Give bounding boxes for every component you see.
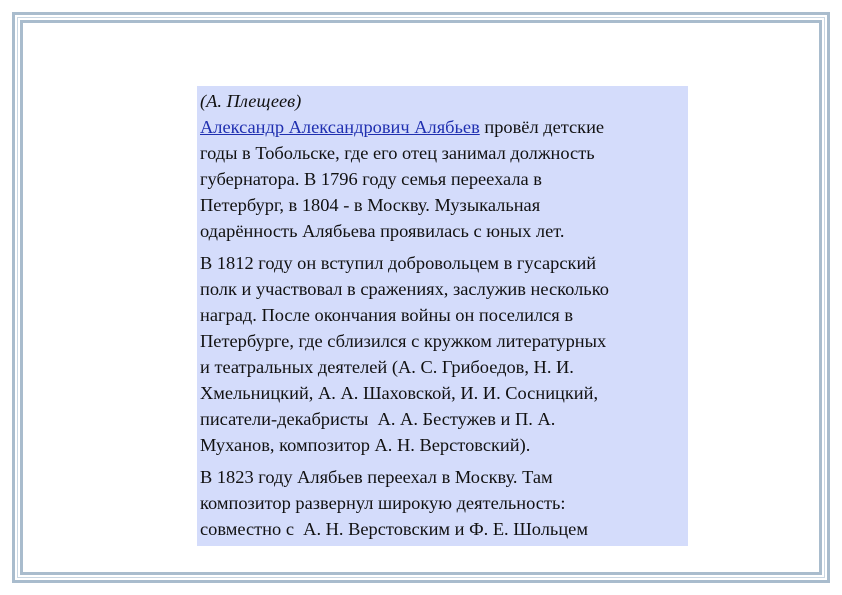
paragraph-line: писатели-декабристы А. А. Бестужев и П. А.: [200, 409, 556, 429]
paragraph-text: провёл детские: [479, 117, 605, 137]
paragraph-line: В 1823 году Алябьев переехал в Москву. Там: [200, 467, 553, 487]
paragraph-line: Петербург, в 1804 - в Москву. Музыкальная: [200, 195, 541, 215]
paragraph-line: одарённость Алябьева проявилась с юных лет.: [200, 221, 565, 241]
paragraph-line: годы в Тобольске, где его отец занимал должность: [200, 143, 595, 163]
author-credit: (А. Плещеев): [200, 91, 302, 111]
paragraph-line: [200, 114, 685, 140]
text-block: [197, 86, 688, 546]
paragraph-line: Хмельницкий, А. А. Шаховской, И. И. Сосницкий,: [200, 383, 599, 403]
composer-link[interactable]: Александр Александрович Алябьев: [200, 117, 480, 137]
paragraph-line: губернатора. В 1796 году семья переехала в: [200, 169, 542, 189]
paragraph-line: и театральных деятелей (А. С. Грибоедов, Н. И.: [200, 357, 574, 377]
paragraph-3: [200, 464, 685, 542]
paragraph-line: полк и участвовал в сражениях, заслужив несколько: [200, 279, 609, 299]
paragraph-line: наград. После окончания войны он поселился в: [200, 305, 574, 325]
paragraph-line: композитор развернул широкую деятельность:: [200, 493, 566, 513]
paragraph-1: [200, 114, 685, 244]
paragraph-line: В 1812 году он вступил добровольцем в гусарский: [200, 253, 597, 273]
paragraph-2: [200, 250, 685, 458]
paragraph-line: Муханов, композитор А. Н. Верстовский).: [200, 435, 531, 455]
paragraph-line: Петербурге, где сблизился с кружком литературных: [200, 331, 607, 351]
paragraph-line: совместно с А. Н. Верстовским и Ф. Е. Шольцем: [200, 519, 588, 539]
